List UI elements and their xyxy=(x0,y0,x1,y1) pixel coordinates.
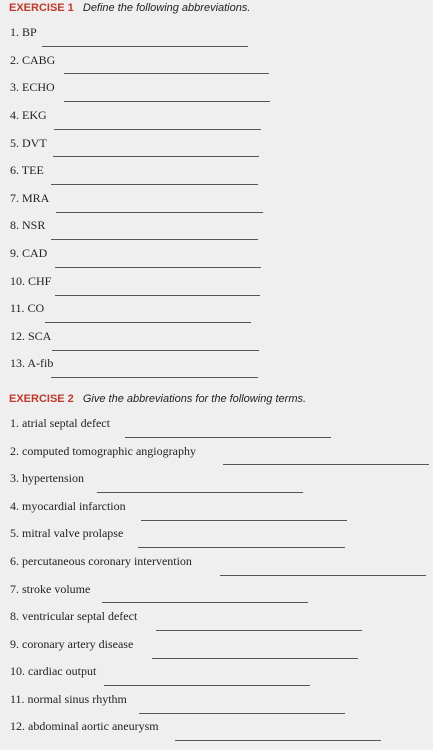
answer-line[interactable] xyxy=(104,685,310,686)
exercise-2-item: 2. computed tomographic angiography xyxy=(10,444,196,458)
exercise-1-item: 6. TEE xyxy=(10,163,44,177)
exercise-2-item: 11. normal sinus rhythm xyxy=(10,692,127,706)
answer-line[interactable] xyxy=(223,464,429,465)
answer-line[interactable] xyxy=(51,239,258,240)
answer-line[interactable] xyxy=(138,547,345,548)
answer-line[interactable] xyxy=(156,630,362,631)
exercise-2-item: 7. stroke volume xyxy=(10,582,91,596)
answer-line[interactable] xyxy=(125,437,331,438)
exercise-2-item: 1. atrial septal defect xyxy=(10,416,110,430)
exercise-1-item: 12. SCA xyxy=(10,329,52,343)
exercise-1-instruction: Define the following abbreviations. xyxy=(82,2,251,14)
answer-line[interactable] xyxy=(51,184,258,185)
exercise-1-label: EXERCISE 1 xyxy=(9,2,74,14)
answer-line[interactable] xyxy=(102,602,308,603)
exercise-2-item: 12. abdominal aortic aneurysm xyxy=(10,719,159,733)
answer-line[interactable] xyxy=(55,267,261,268)
answer-line[interactable] xyxy=(64,101,270,102)
exercise-2-item: 8. ventricular septal defect xyxy=(10,609,138,623)
exercise-2-item: 3. hypertension xyxy=(10,471,84,485)
answer-line[interactable] xyxy=(56,212,263,213)
exercise-2-item: 10. cardiac output xyxy=(10,664,97,678)
answer-line[interactable] xyxy=(55,295,260,296)
exercise-2-item: 4. myocardial infarction xyxy=(10,499,126,513)
answer-line[interactable] xyxy=(97,492,303,493)
answer-line[interactable] xyxy=(64,73,269,74)
exercise-2-label: EXERCISE 2 xyxy=(9,393,74,405)
exercise-1-item: 8. NSR xyxy=(10,218,46,232)
exercise-1-item: 7. MRA xyxy=(10,191,50,205)
exercise-1-item: 1. BP xyxy=(10,25,37,39)
exercise-1-item: 13. A-fib xyxy=(10,356,54,370)
answer-line[interactable] xyxy=(45,322,251,323)
answer-line[interactable] xyxy=(141,520,347,521)
exercise-1-item: 11. CO xyxy=(10,301,45,315)
answer-line[interactable] xyxy=(42,46,248,47)
answer-line[interactable] xyxy=(53,156,259,157)
answer-line[interactable] xyxy=(152,658,358,659)
answer-line[interactable] xyxy=(51,377,258,378)
exercise-1-item: 10. CHF xyxy=(10,274,52,288)
exercise-2-item: 6. percutaneous coronary intervention xyxy=(10,554,192,568)
exercise-2-instruction: Give the abbreviations for the following terms. xyxy=(82,393,307,405)
exercise-1-item: 4. EKG xyxy=(10,108,47,122)
exercise-1-item: 5. DVT xyxy=(10,136,47,150)
exercise-1-header xyxy=(9,0,250,16)
answer-line[interactable] xyxy=(220,575,426,576)
exercise-1-item: 2. CABG xyxy=(10,53,56,67)
exercise-1-item: 3. ECHO xyxy=(10,80,55,94)
answer-line[interactable] xyxy=(52,350,259,351)
answer-line[interactable] xyxy=(139,713,345,714)
exercise-2-header xyxy=(9,391,306,407)
exercise-1-item: 9. CAD xyxy=(10,246,48,260)
answer-line[interactable] xyxy=(175,740,381,741)
exercise-2-item: 9. coronary artery disease xyxy=(10,637,134,651)
answer-line[interactable] xyxy=(54,129,261,130)
exercise-2-item: 5. mitral valve prolapse xyxy=(10,526,124,540)
